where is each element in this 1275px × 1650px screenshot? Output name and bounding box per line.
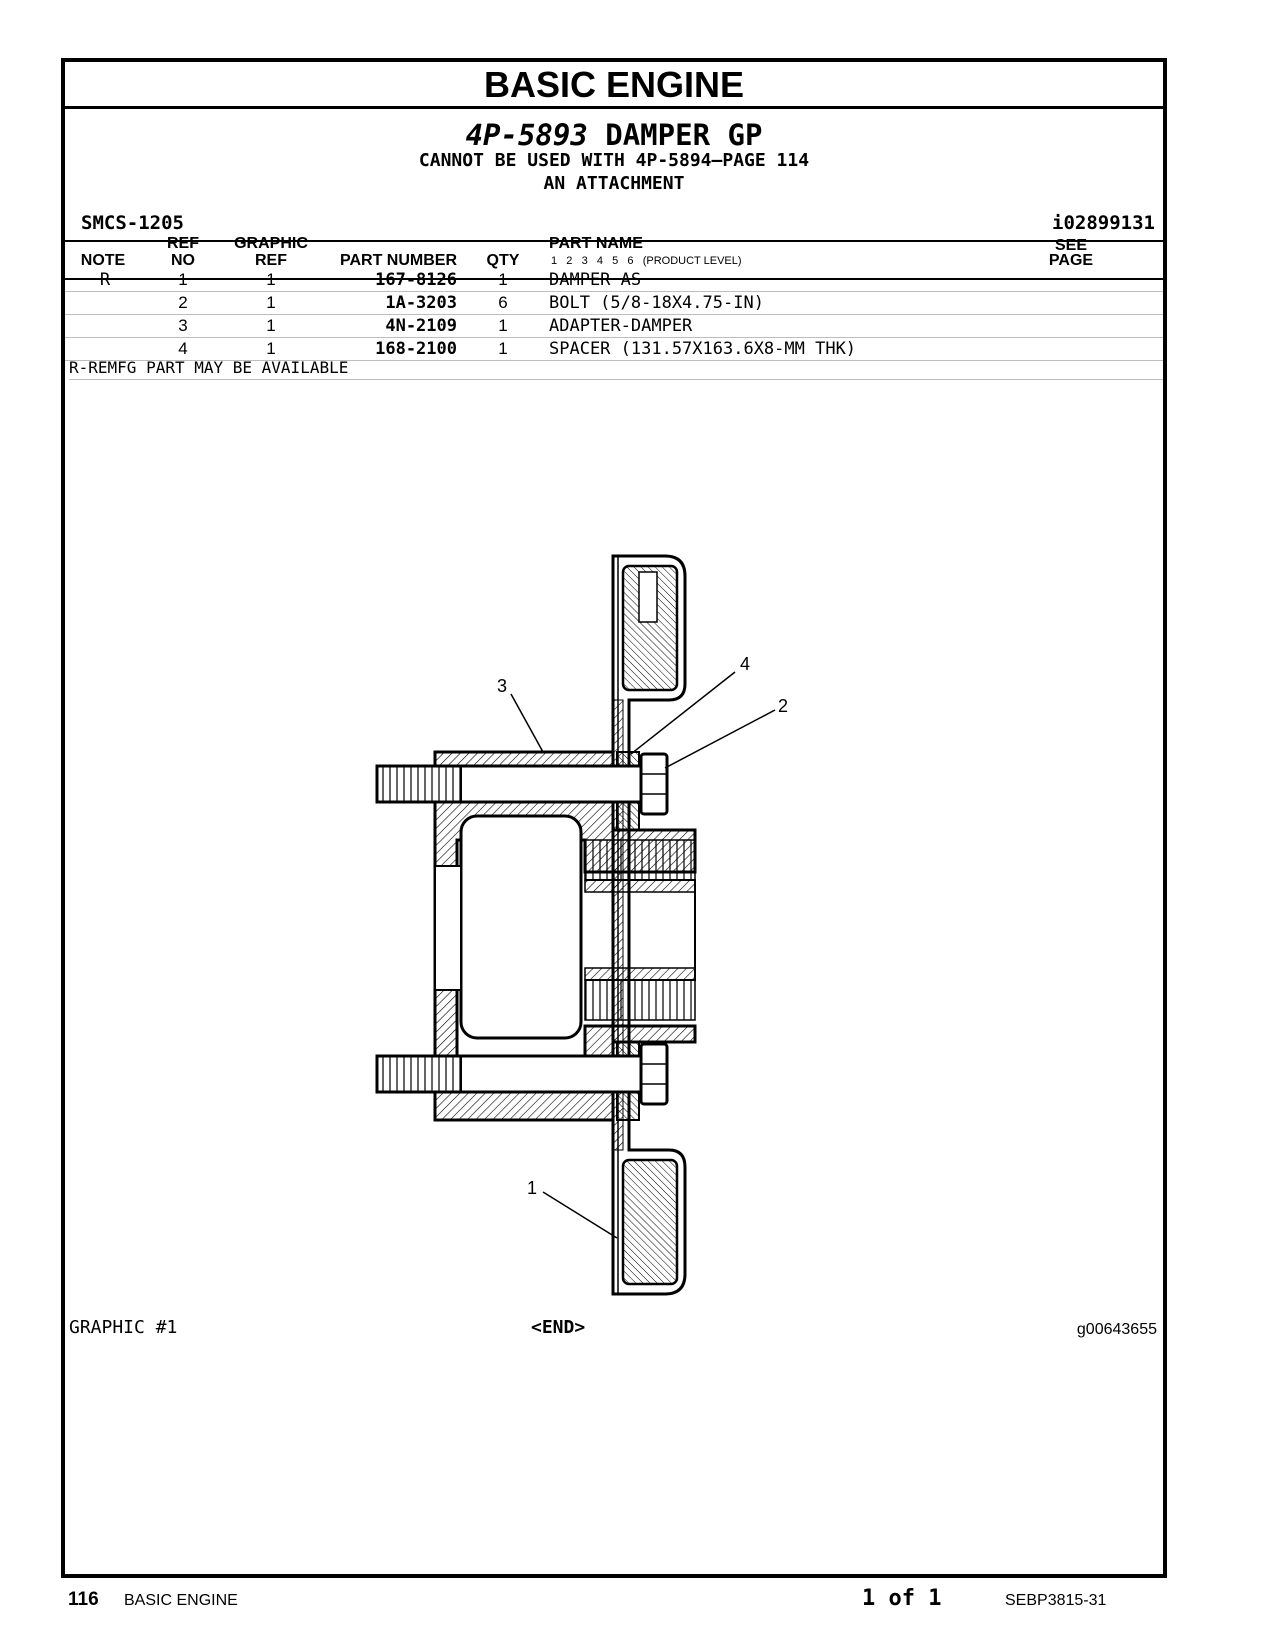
- header-see-page-2: PAGE: [1048, 252, 1094, 269]
- group-part-name: DAMPER GP: [605, 118, 763, 152]
- remfg-footnote: R-REMFG PART MAY BE AVAILABLE: [69, 358, 1163, 380]
- smcs-code: SMCS-1205: [81, 212, 184, 234]
- cell-qty: 6: [498, 293, 508, 312]
- footer-section: BASIC ENGINE: [124, 1592, 238, 1609]
- cell-part-number[interactable]: 167-8126: [375, 270, 457, 290]
- cell-qty: 1: [498, 316, 508, 335]
- callout-1: 1: [527, 1178, 538, 1198]
- section-title: BASIC ENGINE: [65, 62, 1163, 109]
- page-number: 116: [68, 1589, 99, 1610]
- group-part-number: 4P-5893: [465, 118, 588, 152]
- header-ref-no-1: REF: [167, 235, 199, 252]
- page-of-count: 1 of 1: [862, 1586, 942, 1611]
- cell-note: R: [99, 270, 111, 290]
- cell-ref-no: 1: [178, 270, 188, 289]
- end-label: <END>: [531, 1317, 586, 1338]
- header-graphic-ref-1: GRAPHIC: [234, 235, 308, 252]
- damper-cross-section-drawing: [65, 62, 1163, 1574]
- inertia-ring-bottom: [623, 1160, 677, 1284]
- header-part-number: PART NUMBER: [339, 252, 457, 269]
- callout-4: 4: [740, 654, 751, 674]
- header-see-page-1: SEE: [1054, 237, 1087, 254]
- document-id: i02899131: [1052, 212, 1155, 234]
- header-product-level: 1 2 3 4 5 6 (PRODUCT LEVEL): [551, 255, 742, 267]
- cell-ref-no: 4: [178, 339, 188, 358]
- cell-part-name: DAMPER AS: [549, 270, 642, 290]
- header-graphic-ref-2: REF: [255, 252, 287, 269]
- cell-part-number[interactable]: 1A-3203: [385, 293, 457, 313]
- header-note: NOTE: [80, 252, 126, 269]
- cell-qty: 1: [498, 339, 508, 358]
- cell-part-name: BOLT (5/8-18X4.75-IN): [549, 293, 764, 313]
- attachment-note: AN ATTACHMENT: [543, 173, 685, 194]
- damper-ring: [613, 556, 685, 1294]
- cell-qty: 1: [498, 270, 508, 289]
- document-number: SEBP3815-31: [1005, 1592, 1107, 1609]
- cell-ref-no: 2: [178, 293, 188, 312]
- cell-part-number[interactable]: 4N-2109: [385, 316, 457, 336]
- callout-2: 2: [778, 696, 789, 716]
- cell-ref-no: 3: [178, 316, 188, 335]
- graphic-id: g00643655: [1076, 1321, 1157, 1338]
- header-ref-no-2: NO: [171, 252, 195, 269]
- graphic-label: GRAPHIC #1: [69, 1317, 178, 1338]
- cell-part-number[interactable]: 168-2100: [375, 339, 457, 359]
- cell-graphic-ref: 1: [266, 339, 276, 358]
- header-part-name: PART NAME: [549, 235, 643, 252]
- cell-part-name: ADAPTER-DAMPER: [549, 316, 693, 336]
- callout-3: 3: [497, 676, 508, 696]
- header-qty: QTY: [486, 252, 520, 269]
- cell-part-name: SPACER (131.57X163.6X8-MM THK): [549, 339, 857, 359]
- page-frame: [61, 58, 1167, 1578]
- usage-note: CANNOT BE USED WITH 4P-5894—PAGE 114: [418, 150, 810, 171]
- cell-graphic-ref: 1: [266, 293, 276, 312]
- cell-graphic-ref: 1: [266, 270, 276, 289]
- cell-graphic-ref: 1: [266, 316, 276, 335]
